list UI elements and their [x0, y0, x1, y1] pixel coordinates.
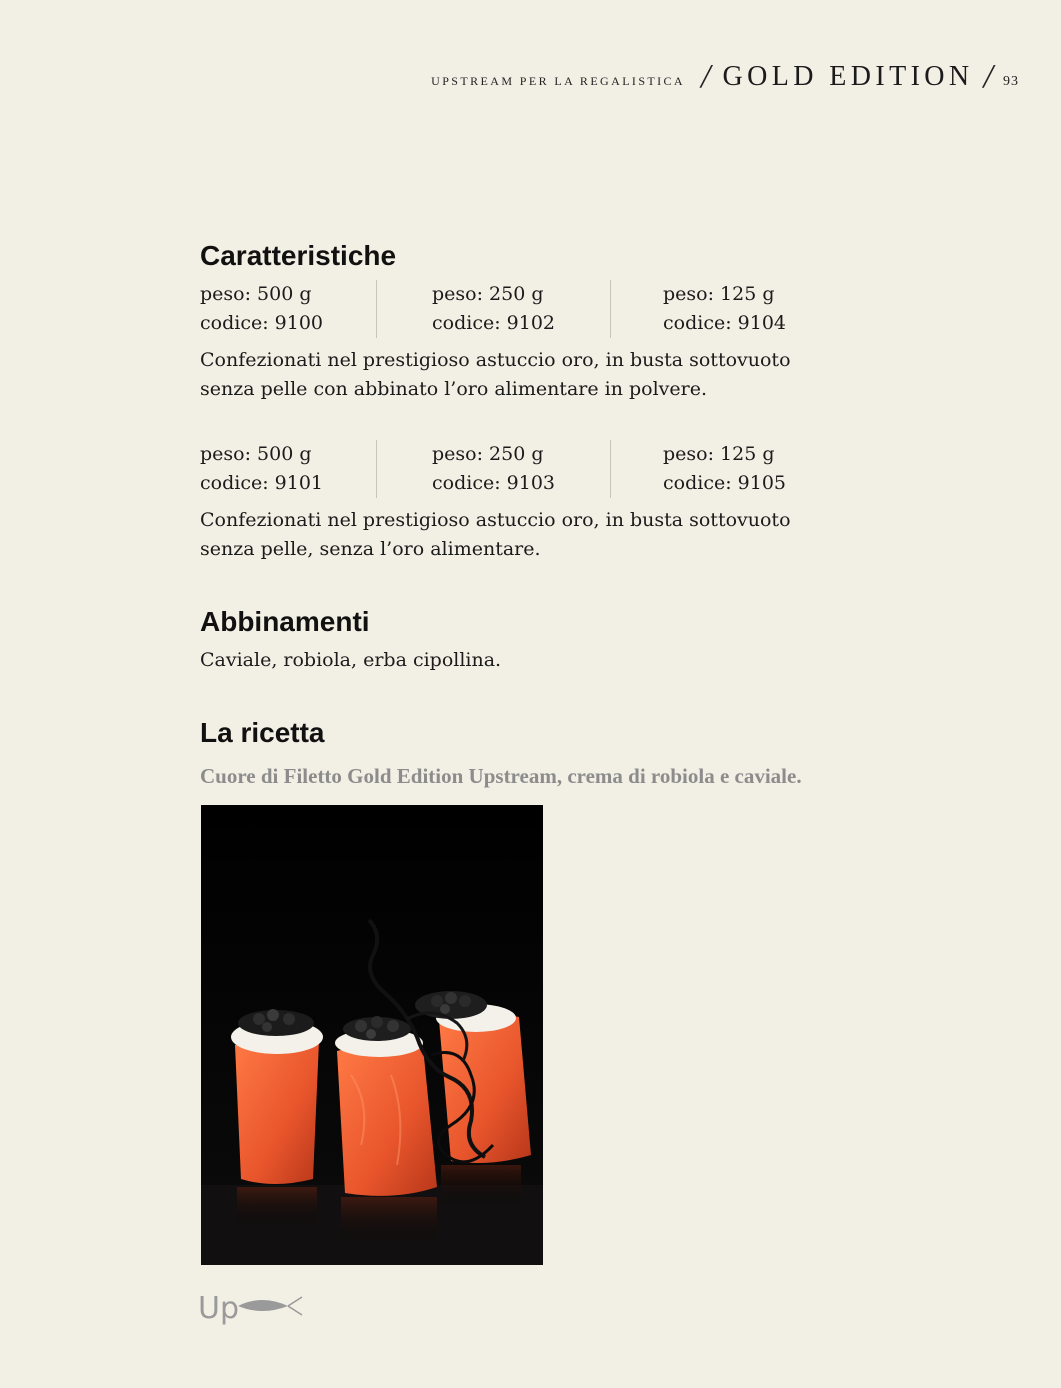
spec-description — [200, 346, 920, 404]
spec-description-line: Confezionati nel prestigioso astuccio oro, in busta sottovuoto — [200, 349, 791, 371]
salmon-dish-illustration — [201, 805, 543, 1265]
spec-item — [200, 280, 376, 338]
spec-item — [376, 280, 610, 338]
upstream-logo — [198, 1288, 308, 1334]
spec-code: codice: 9102 — [432, 312, 555, 334]
spec-weight: peso: 500 g — [200, 283, 312, 305]
spec-row — [200, 440, 920, 498]
section-kicker: UPSTREAM PER LA REGALISTICA — [431, 74, 685, 88]
spec-code: codice: 9100 — [200, 312, 323, 334]
spec-item — [376, 440, 610, 498]
spec-weight: peso: 125 g — [663, 443, 775, 465]
header-slash: / — [983, 58, 993, 95]
pairings-text: Caviale, robiola, erba cipollina. — [200, 649, 502, 671]
spec-code: codice: 9104 — [663, 312, 786, 334]
spec-description-line: senza pelle con abbinato l’oro alimentare in polvere. — [200, 378, 708, 400]
logo-text: Up — [198, 1291, 240, 1326]
spec-code: codice: 9103 — [432, 472, 555, 494]
spec-description-line: Confezionati nel prestigioso astuccio oro, in busta sottovuoto — [200, 509, 791, 531]
recipe-heading: La ricetta — [200, 717, 325, 748]
spec-item — [610, 440, 786, 498]
spec-code: codice: 9105 — [663, 472, 786, 494]
recipe-photo — [201, 805, 543, 1265]
page-header — [431, 56, 1019, 94]
edition-title: GOLD EDITION — [722, 61, 974, 92]
pairings-heading: Abbinamenti — [200, 606, 370, 637]
spec-weight: peso: 125 g — [663, 283, 775, 305]
fish-logo-icon — [198, 1288, 308, 1330]
spec-weight: peso: 250 g — [432, 443, 544, 465]
main-content — [200, 236, 920, 791]
spec-weight: peso: 250 g — [432, 283, 544, 305]
spec-item — [200, 440, 376, 498]
spec-code: codice: 9101 — [200, 472, 323, 494]
spec-item — [610, 280, 786, 338]
header-slash: / — [701, 58, 711, 95]
page-number: 93 — [1003, 74, 1019, 89]
spec-weight: peso: 500 g — [200, 443, 312, 465]
characteristics-heading: Caratteristiche — [200, 240, 397, 271]
recipe-title: Cuore di Filetto Gold Edition Upstream, crema di robiola e caviale. — [200, 764, 802, 788]
spec-description — [200, 506, 920, 564]
spec-row — [200, 280, 920, 338]
spec-description-line: senza pelle, senza l’oro alimentare. — [200, 538, 541, 560]
